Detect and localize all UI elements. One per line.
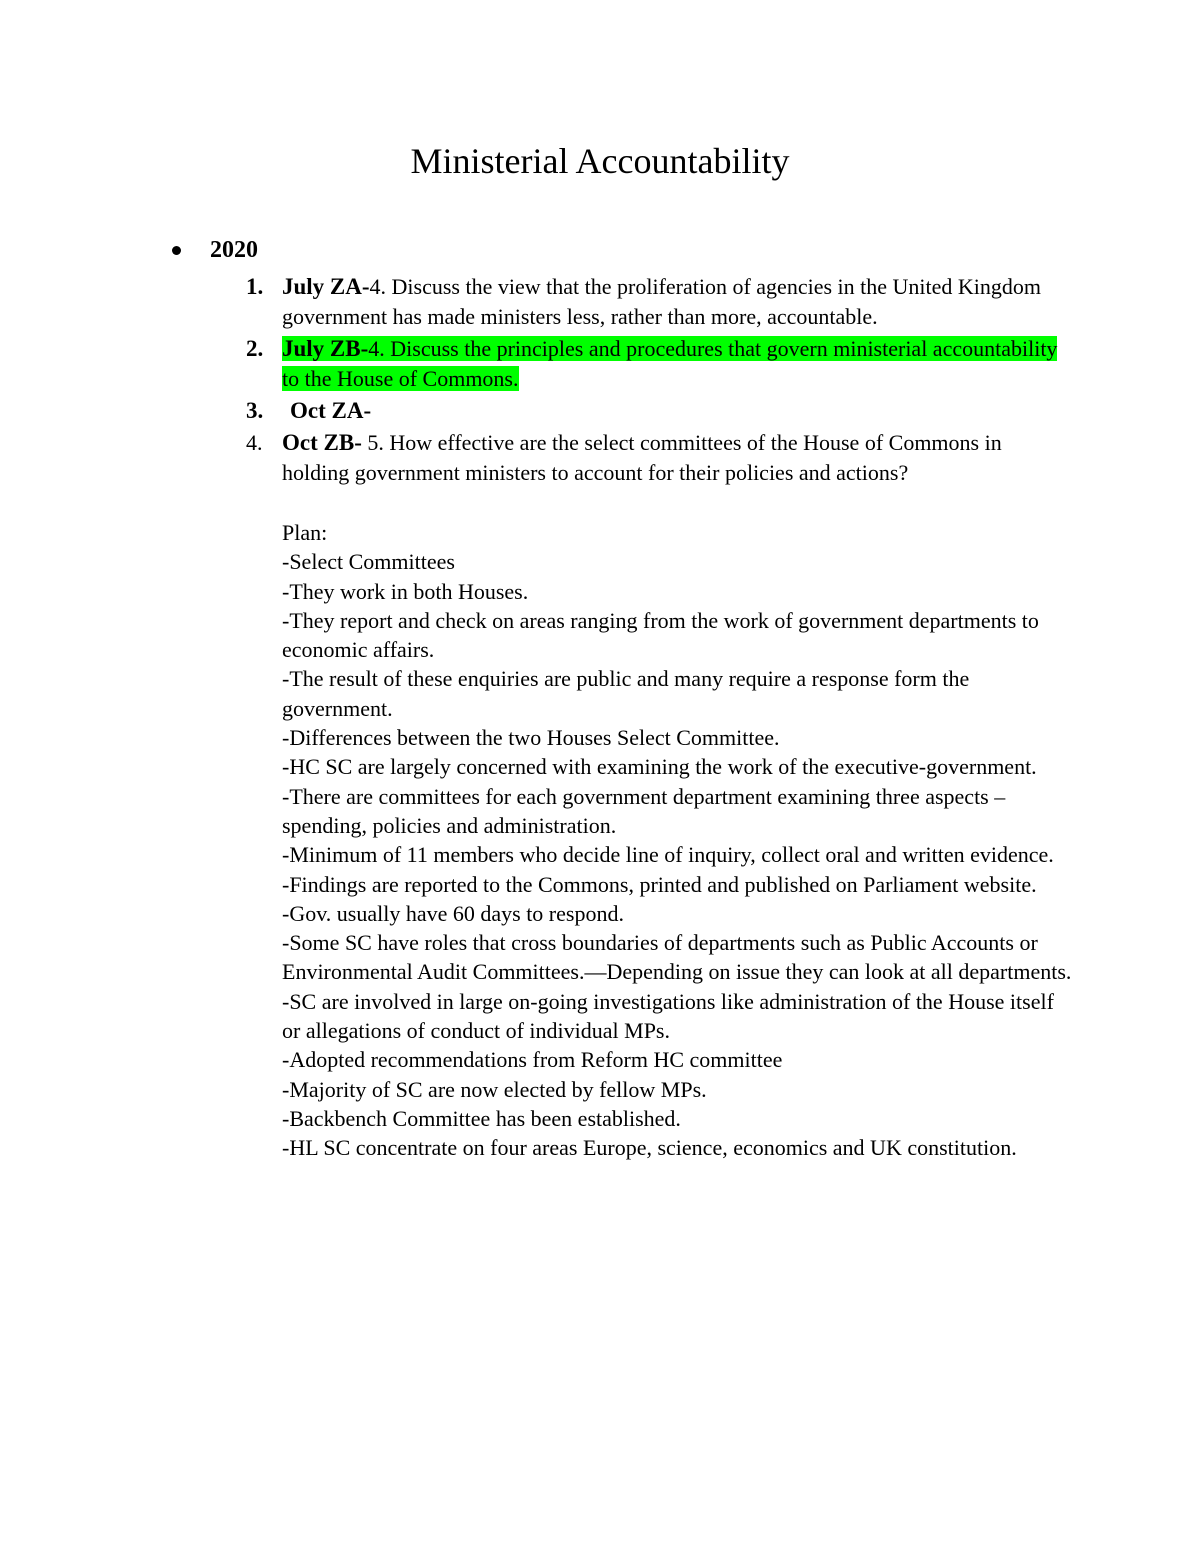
question-text: 5. How effective are the select committees of the House of Commons in holding government ministers to account for their policies and actions? — [282, 430, 1002, 485]
highlighted-question — [282, 336, 1057, 391]
plan-line: -HC SC are largely concerned with examining the work of the executive-government. — [282, 754, 1037, 780]
question-number: 3. — [246, 398, 264, 423]
question-label: July ZB- — [282, 336, 369, 361]
question-label: Oct ZB- — [282, 430, 362, 455]
plan-line: -Majority of SC are now elected by fellow MPs. — [282, 1076, 707, 1102]
plan-line: -They report and check on areas ranging from the work of government departments to economic affairs. — [282, 607, 1039, 663]
plan-line: -Findings are reported to the Commons, printed and published on Parliament website. — [282, 871, 1037, 897]
year-heading: 2020 — [210, 237, 258, 263]
question-text: 4. Discuss the principles and procedures that govern ministerial accountability to the House of Commons. — [282, 336, 1058, 391]
plan-line: -There are committees for each government department examining three aspects – spending, policies and administration. — [282, 783, 1006, 838]
question-label: July ZA- — [282, 274, 370, 299]
question-number: 2. — [246, 336, 264, 361]
plan-line: -The result of these enquiries are public and many require a response form the government. — [282, 666, 970, 721]
question-item-4 — [0, 428, 1072, 488]
plan-line: -Gov. usually have 60 days to respond. — [282, 900, 624, 926]
plan-line: -Backbench Committee has been established. — [282, 1105, 681, 1131]
question-list — [0, 272, 1200, 1163]
plan-line: -Some SC have roles that cross boundaries of departments such as Public Accounts or Environmental Audit Committees.—Depending on issue they can look at all departments. — [282, 930, 1072, 985]
plan-line: -Minimum of 11 members who decide line of inquiry, collect oral and written evidence. — [282, 842, 1054, 868]
plan-line: -Select Committees — [282, 549, 455, 575]
question-label: Oct ZA- — [290, 398, 372, 423]
bullet-icon — [172, 246, 181, 255]
question-number: 4. — [246, 430, 263, 455]
plan-line: -Adopted recommendations from Reform HC committee — [282, 1047, 783, 1073]
question-item-1 — [0, 272, 1072, 332]
document-title: Ministerial Accountability — [410, 141, 790, 181]
plan-heading: Plan: — [282, 520, 328, 545]
plan-line: -They work in both Houses. — [282, 578, 529, 604]
plan-section — [0, 518, 1072, 1163]
question-text: 4. Discuss the view that the proliferation of agencies in the United Kingdom government has made ministers less, rather than more, accountable. — [282, 274, 1041, 329]
question-number: 1. — [246, 274, 264, 299]
plan-line: -HL SC concentrate on four areas Europe, science, economics and UK constitution. — [282, 1135, 1017, 1161]
question-item-3 — [0, 396, 1072, 426]
plan-line: -SC are involved in large on-going investigations like administration of the House itself or allegations of conduct of individual MPs. — [282, 988, 1054, 1044]
plan-line: -Differences between the two Houses Select Committee. — [282, 725, 780, 751]
question-item-2 — [0, 334, 1072, 394]
